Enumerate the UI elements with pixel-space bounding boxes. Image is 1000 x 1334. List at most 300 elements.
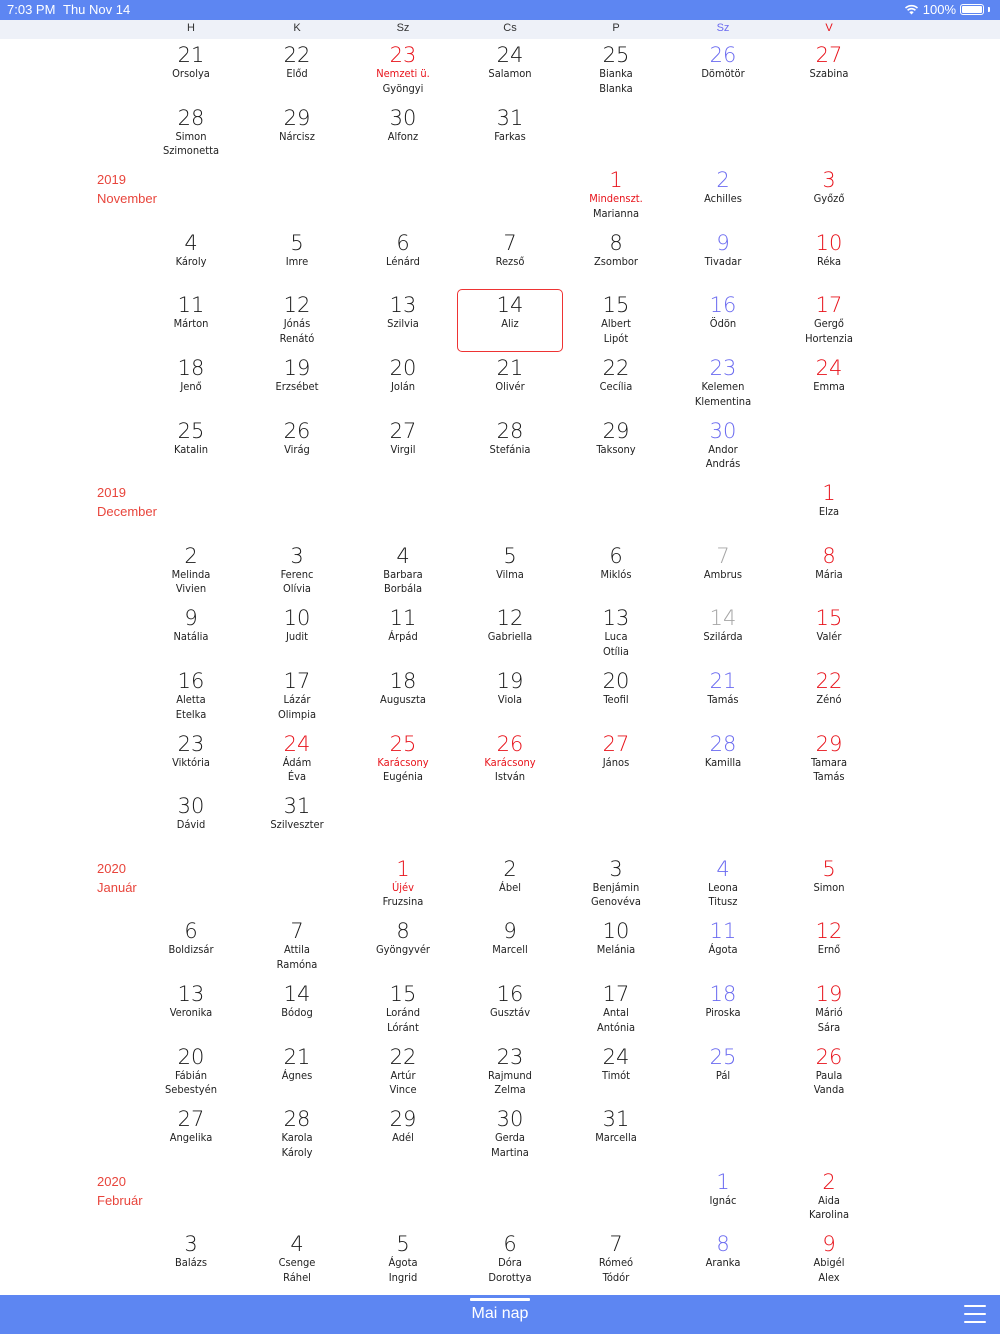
day-number: 11 [177, 293, 205, 318]
name-day: Dömötör [701, 67, 745, 80]
day-cell[interactable] [563, 356, 669, 395]
day-cell[interactable] [457, 1045, 563, 1098]
name-day: Aida [818, 1193, 840, 1207]
name-day: Natália [173, 630, 209, 644]
day-cell[interactable] [670, 544, 776, 583]
name-day: Szabina [809, 67, 849, 80]
name-day: Pál [715, 1068, 731, 1082]
day-cell[interactable] [244, 544, 350, 597]
day-number: 1 [396, 856, 410, 881]
day-number: 24 [815, 356, 843, 380]
day-cell[interactable] [457, 1232, 563, 1285]
day-number: 25 [709, 1044, 737, 1069]
day-cell[interactable] [350, 1232, 456, 1285]
day-cell[interactable] [244, 1232, 350, 1285]
name-day: Éva [287, 770, 307, 784]
day-cell[interactable] [350, 732, 456, 785]
day-cell[interactable] [776, 669, 882, 708]
day-cell[interactable] [776, 356, 882, 395]
day-number: 7 [609, 1232, 623, 1257]
day-cell[interactable] [670, 1170, 776, 1209]
day-number: 14 [496, 293, 524, 318]
day-number: 1 [716, 1169, 730, 1194]
day-number: 28 [177, 105, 205, 130]
day-number: 15 [815, 606, 843, 631]
day-cell[interactable] [244, 606, 350, 645]
name-day: Tódór [602, 1270, 630, 1284]
day-cell[interactable] [457, 106, 563, 145]
day-number: 20 [602, 669, 630, 693]
day-cell[interactable] [350, 293, 456, 332]
name-day: Erzsébet [275, 380, 319, 393]
day-number: 26 [815, 1044, 843, 1069]
day-cell[interactable] [244, 982, 350, 1021]
day-number: 20 [177, 1044, 205, 1069]
name-day: Rajmund [488, 1068, 532, 1082]
name-day: Szimonetta [162, 144, 220, 158]
day-cell[interactable] [776, 1170, 882, 1223]
day-cell[interactable] [138, 419, 244, 458]
name-day: Lipót [603, 331, 629, 345]
day-number: 15 [389, 982, 417, 1006]
name-day: Eugénia [383, 770, 423, 784]
name-day: Ambrus [703, 567, 743, 581]
day-cell[interactable] [563, 669, 669, 708]
day-number: 21 [177, 43, 205, 67]
month-year: 2020 [97, 1173, 126, 1189]
day-cell[interactable] [350, 419, 456, 458]
day-cell[interactable] [670, 606, 776, 645]
day-cell[interactable] [138, 669, 244, 722]
name-day: Elza [818, 505, 840, 519]
name-day: Márió [815, 1006, 843, 1019]
day-cell[interactable] [350, 1107, 456, 1146]
day-number: 19 [496, 669, 524, 693]
day-number: 17 [283, 669, 311, 693]
name-day: Ödön [709, 317, 737, 331]
day-number: 6 [609, 543, 623, 568]
day-cell[interactable] [563, 293, 669, 346]
day-number: 16 [177, 669, 205, 693]
weekday-3: Cs [503, 22, 517, 34]
day-cell[interactable] [138, 919, 244, 958]
name-day: Nemzeti ü. [376, 67, 430, 80]
name-day: Szilveszter [270, 818, 324, 832]
name-day: Fruzsina [382, 895, 424, 909]
day-number: 30 [709, 418, 737, 443]
name-day: Vanda [813, 1083, 845, 1097]
name-day: Katalin [173, 442, 209, 456]
day-cell[interactable] [670, 168, 776, 207]
day-number: 25 [177, 418, 205, 443]
day-cell[interactable] [350, 669, 456, 708]
month-label [97, 170, 157, 208]
month-year: 2019 [97, 485, 126, 501]
day-cell[interactable] [670, 1045, 776, 1084]
day-cell[interactable] [244, 419, 350, 458]
name-day: Rezső [495, 254, 525, 268]
day-cell[interactable] [776, 544, 882, 583]
name-day: Ádám [282, 755, 312, 769]
name-day: Miklós [600, 567, 632, 581]
name-day: Gerda [495, 1131, 525, 1145]
name-day: Dávid [176, 818, 206, 832]
day-cell[interactable] [350, 919, 456, 958]
name-day: Ágota [388, 1256, 418, 1270]
day-cell[interactable] [670, 857, 776, 910]
day-cell[interactable] [244, 1107, 350, 1160]
day-number: 23 [709, 356, 737, 380]
day-cell[interactable] [138, 231, 244, 270]
month-label [97, 859, 137, 897]
name-day: Emma [813, 380, 845, 393]
day-number: 22 [283, 43, 311, 67]
day-number: 18 [709, 982, 737, 1006]
name-day: Albert [601, 317, 631, 331]
day-number: 23 [389, 43, 417, 67]
day-number: 17 [602, 982, 630, 1006]
day-number: 23 [177, 731, 205, 756]
day-number: 19 [283, 356, 311, 380]
day-cell[interactable] [457, 982, 563, 1021]
day-number: 2 [822, 1169, 836, 1194]
day-cell[interactable] [563, 1232, 669, 1285]
name-day: Etelka [175, 707, 207, 721]
name-day: Martina [491, 1145, 529, 1159]
day-cell[interactable] [776, 293, 882, 346]
day-cell[interactable] [138, 794, 244, 833]
day-cell[interactable] [350, 857, 456, 910]
day-number: 21 [709, 669, 737, 693]
name-day: Antónia [596, 1020, 636, 1034]
day-number: 10 [283, 606, 311, 631]
name-day: Vince [389, 1083, 417, 1097]
day-number: 21 [496, 356, 524, 380]
day-number: 28 [496, 418, 524, 443]
day-cell[interactable] [776, 168, 882, 207]
day-cell[interactable] [244, 1045, 350, 1084]
day-number: 5 [503, 543, 517, 568]
day-cell[interactable] [670, 919, 776, 958]
name-day: Ferenc [280, 567, 314, 581]
weekday-2: Sz [396, 22, 410, 34]
name-day: Karola [281, 1131, 313, 1145]
day-number: 31 [496, 105, 524, 130]
name-day: Orsolya [172, 67, 210, 80]
day-number: 6 [396, 230, 410, 255]
day-cell[interactable] [670, 982, 776, 1021]
name-day: Attila [284, 943, 310, 957]
name-day: Barbara [383, 567, 423, 581]
name-day: Imre [285, 254, 309, 268]
day-cell[interactable] [776, 857, 882, 896]
day-cell[interactable] [244, 106, 350, 145]
day-cell[interactable] [670, 231, 776, 270]
day-cell[interactable] [457, 231, 563, 270]
day-cell[interactable] [563, 606, 669, 659]
day-cell[interactable] [457, 919, 563, 958]
day-number: 31 [283, 794, 311, 819]
day-cell[interactable] [350, 106, 456, 145]
day-number: 8 [716, 1232, 730, 1257]
name-day: Melinda [171, 567, 211, 581]
name-day: Ingrid [388, 1270, 418, 1284]
day-cell[interactable] [244, 231, 350, 270]
day-cell[interactable] [457, 732, 563, 785]
name-day: Salamon [488, 67, 532, 80]
day-number: 4 [396, 543, 410, 568]
name-day: Lénárd [386, 254, 420, 268]
name-day: Olimpia [277, 707, 317, 721]
day-number: 27 [389, 418, 417, 443]
day-cell[interactable] [138, 1107, 244, 1146]
day-cell[interactable] [350, 606, 456, 645]
day-number: 24 [496, 43, 524, 67]
wifi-icon [904, 4, 919, 15]
day-cell[interactable] [670, 43, 776, 82]
day-number: 9 [184, 606, 198, 631]
day-cell[interactable] [670, 732, 776, 771]
name-day: Balázs [174, 1256, 208, 1270]
day-cell[interactable] [457, 669, 563, 708]
day-cell[interactable] [138, 43, 244, 82]
name-day: Jolán [390, 380, 416, 393]
day-number: 18 [389, 669, 417, 693]
name-day: Ágota [708, 943, 738, 957]
day-cell[interactable] [670, 356, 776, 409]
battery-tip [988, 7, 990, 12]
day-cell[interactable] [350, 231, 456, 270]
hamburger-menu-icon[interactable] [964, 1305, 986, 1329]
name-day: Leona [708, 880, 738, 894]
day-cell[interactable] [776, 231, 882, 270]
day-number: 12 [283, 293, 311, 318]
name-day: Simon [813, 880, 845, 894]
weekday-4: P [612, 22, 620, 34]
day-cell[interactable] [138, 293, 244, 332]
day-cell[interactable] [457, 544, 563, 583]
day-cell[interactable] [244, 919, 350, 972]
day-number: 28 [283, 1107, 311, 1132]
day-number: 15 [602, 293, 630, 318]
day-number: 3 [609, 856, 623, 881]
day-number: 9 [716, 230, 730, 255]
day-cell[interactable] [776, 732, 882, 785]
day-cell[interactable] [563, 544, 669, 583]
name-day: Zsombor [593, 254, 639, 268]
day-cell[interactable] [457, 1107, 563, 1160]
month-name: December [97, 504, 157, 520]
day-number: 9 [503, 919, 517, 944]
day-number: 5 [822, 856, 836, 881]
name-day: Árpád [388, 630, 418, 644]
day-number: 26 [283, 418, 311, 443]
name-day: Ráhel [283, 1270, 311, 1284]
day-cell[interactable] [670, 1232, 776, 1271]
day-cell[interactable] [776, 43, 882, 82]
day-cell[interactable] [138, 732, 244, 771]
day-number: 27 [177, 1107, 205, 1132]
name-day: Mindenszt. [589, 192, 643, 206]
weekday-0: H [187, 22, 195, 34]
name-day: János [602, 755, 630, 769]
day-number: 26 [496, 731, 524, 756]
day-number: 7 [503, 230, 517, 255]
day-number: 10 [815, 230, 843, 255]
day-cell[interactable] [563, 231, 669, 270]
day-number: 13 [177, 982, 205, 1006]
name-day: Luca [604, 630, 628, 644]
day-number: 5 [290, 230, 304, 255]
day-cell[interactable] [457, 356, 563, 395]
day-cell[interactable] [776, 919, 882, 958]
name-day: Valér [816, 630, 842, 644]
day-cell[interactable] [563, 1045, 669, 1084]
day-number: 6 [184, 919, 198, 944]
month-label [97, 1172, 143, 1210]
day-cell[interactable] [670, 419, 776, 472]
day-cell[interactable] [244, 356, 350, 395]
day-cell[interactable] [563, 857, 669, 910]
day-cell[interactable] [776, 982, 882, 1035]
day-cell[interactable] [138, 356, 244, 395]
weekday-header [0, 20, 1000, 39]
day-cell[interactable] [244, 293, 350, 346]
name-day: Ignác [709, 1193, 737, 1207]
day-cell[interactable] [776, 1232, 882, 1285]
name-day: Olivér [495, 380, 525, 393]
name-day: Adél [392, 1131, 414, 1145]
name-day: Marcell [492, 943, 528, 957]
name-day: Károly [281, 1145, 313, 1159]
day-cell[interactable] [776, 606, 882, 645]
name-day: Otília [603, 644, 629, 658]
name-day: Bianka [599, 67, 633, 80]
day-cell[interactable] [138, 982, 244, 1021]
day-cell[interactable] [457, 419, 563, 458]
day-cell[interactable] [350, 1045, 456, 1098]
day-cell[interactable] [563, 419, 669, 458]
name-day: Blanka [599, 81, 633, 95]
battery-icon [960, 4, 984, 15]
day-number: 31 [602, 1107, 630, 1132]
day-number: 9 [822, 1232, 836, 1257]
name-day: András [705, 457, 741, 471]
name-day: Gergő [814, 317, 844, 331]
day-number: 1 [609, 168, 623, 193]
name-day: Bódog [281, 1006, 313, 1019]
day-number: 24 [602, 1044, 630, 1069]
day-number: 12 [815, 919, 843, 944]
day-cell[interactable] [138, 544, 244, 597]
day-cell[interactable] [244, 794, 350, 833]
day-cell[interactable] [138, 1232, 244, 1271]
day-cell[interactable] [457, 43, 563, 82]
battery-percent: 100% [922, 2, 956, 17]
day-number: 4 [184, 230, 198, 255]
name-day: Nárcisz [279, 129, 315, 143]
name-day: Karácsony [377, 755, 429, 769]
day-number: 25 [389, 731, 417, 756]
day-cell[interactable] [244, 669, 350, 722]
name-day: Dorottya [488, 1270, 532, 1284]
name-day: Aliz [501, 317, 519, 331]
day-number: 14 [709, 606, 737, 631]
day-number: 7 [290, 919, 304, 944]
month-name: November [97, 191, 157, 207]
day-number: 22 [815, 669, 843, 693]
day-cell[interactable] [350, 544, 456, 597]
name-day: Titusz [708, 895, 738, 909]
day-number: 18 [177, 356, 205, 380]
name-day: Olívia [283, 582, 311, 596]
name-day: Paula [815, 1068, 843, 1082]
day-cell[interactable] [350, 356, 456, 395]
day-cell[interactable] [670, 293, 776, 332]
name-day: Aletta [176, 693, 206, 706]
month-name: Február [97, 1192, 143, 1208]
name-day: Karácsony [484, 755, 536, 769]
name-day: Artúr [390, 1068, 416, 1082]
day-cell[interactable] [138, 606, 244, 645]
day-number: 22 [602, 356, 630, 380]
day-cell[interactable] [563, 732, 669, 771]
day-cell[interactable] [350, 43, 456, 96]
day-cell[interactable] [563, 168, 669, 221]
month-year: 2020 [97, 860, 126, 876]
weekday-1: K [293, 22, 301, 34]
name-day: Marcella [595, 1131, 637, 1145]
today-button[interactable]: Mai nap [471, 1305, 529, 1322]
day-cell[interactable] [457, 606, 563, 645]
day-cell[interactable] [457, 857, 563, 896]
name-day: Gyöngyi [382, 81, 424, 95]
day-cell[interactable] [776, 1045, 882, 1098]
name-day: Boldizsár [168, 943, 214, 957]
name-day: Simon [175, 129, 207, 143]
day-cell[interactable] [563, 43, 669, 96]
day-cell[interactable] [776, 481, 882, 520]
day-number: 6 [503, 1232, 517, 1257]
day-cell[interactable] [350, 982, 456, 1035]
day-cell[interactable] [670, 669, 776, 708]
name-day: Ramóna [276, 957, 318, 971]
day-number: 8 [609, 230, 623, 255]
day-cell[interactable] [563, 1107, 669, 1146]
day-cell[interactable] [244, 43, 350, 82]
day-cell[interactable] [138, 1045, 244, 1098]
name-day: Gusztáv [489, 1006, 531, 1019]
day-cell[interactable] [244, 732, 350, 785]
day-number: 30 [177, 794, 205, 819]
today-day-cell[interactable] [457, 289, 563, 352]
day-cell[interactable] [138, 106, 244, 159]
day-cell[interactable] [563, 982, 669, 1035]
name-day: Tamás [813, 770, 845, 784]
day-number: 19 [815, 982, 843, 1006]
day-number: 29 [602, 418, 630, 443]
day-number: 3 [822, 168, 836, 193]
day-number: 14 [283, 982, 311, 1006]
name-day: Kelemen [701, 380, 745, 393]
day-number: 27 [815, 43, 843, 67]
name-day: Alfonz [387, 129, 419, 143]
day-cell[interactable] [563, 919, 669, 958]
name-day: Lóránt [387, 1020, 419, 1034]
day-number: 27 [602, 731, 630, 756]
day-number: 11 [389, 606, 417, 631]
name-day: Szilvia [387, 317, 419, 331]
